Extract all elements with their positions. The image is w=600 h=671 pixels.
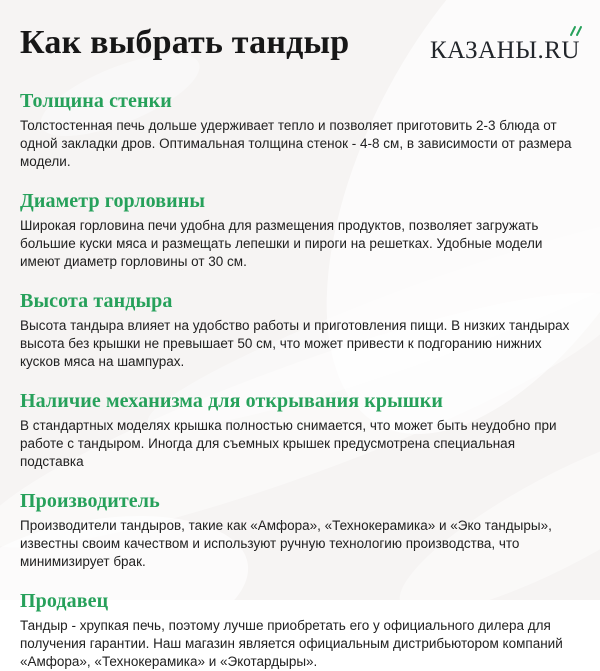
section-tandoor-height bbox=[20, 290, 580, 371]
section-manufacturer bbox=[20, 490, 580, 571]
page-title: Как выбрать тандыр bbox=[20, 24, 350, 61]
section-body: Высота тандыра влияет на удобство работы и приготовления пищи. В низких тандырах высота без крышки не превышает 50 см, что может привести к подгоранию нижних кусков мяса на шампурах. bbox=[20, 318, 570, 369]
brand-logo-text: КАЗАНЫ.RU bbox=[429, 37, 580, 64]
brand-logo bbox=[430, 32, 580, 66]
section-body: Тандыр - хрупкая печь, поэтому лучше приобретать его у официального дилера для получения гарантии. Наш магазин является официальным дистрибьютором компаний «Амфора», «Технокерамика» и «Экотардыры». bbox=[20, 618, 563, 669]
section-heading: Толщина стенки bbox=[20, 90, 172, 112]
section-body: Толстостенная печь дольше удерживает тепло и позволяет приготовить 2-3 блюда от одной закладки дров. Оптимальная толщина стенок - 4-8 см, в зависимости от размера модели. bbox=[20, 118, 572, 169]
section-heading: Наличие механизма для открывания крышки bbox=[20, 390, 444, 412]
section-body: В стандартных моделях крышка полностью снимается, что может быть неудобно при работе с тандыром. Иногда для съемных крышек предусмотрена специальная подставка bbox=[20, 418, 557, 469]
section-body: Производители тандыров, такие как «Амфора», «Технокерамика» и «Эко тандыры», известны своим качеством и используют ручную технологию производства, что минимизирует брак. bbox=[20, 518, 552, 569]
section-heading: Высота тандыра bbox=[20, 290, 173, 312]
section-wall-thickness bbox=[20, 90, 580, 171]
double-acute-icon bbox=[568, 26, 582, 36]
section-neck-diameter bbox=[20, 190, 580, 271]
section-lid-mechanism bbox=[20, 390, 580, 471]
page-header bbox=[20, 22, 580, 66]
section-body: Широкая горловина печи удобна для размещения продуктов, позволяет загружать большие куски мяса и размещать лепешки и пироги на решетках. Удобные модели имеют диаметр горловины от 30 см. bbox=[20, 218, 543, 269]
sections-list bbox=[20, 90, 580, 671]
section-heading: Продавец bbox=[20, 590, 109, 612]
section-heading: Диаметр горловины bbox=[20, 190, 206, 212]
section-seller bbox=[20, 590, 580, 671]
section-heading: Производитель bbox=[20, 490, 160, 512]
